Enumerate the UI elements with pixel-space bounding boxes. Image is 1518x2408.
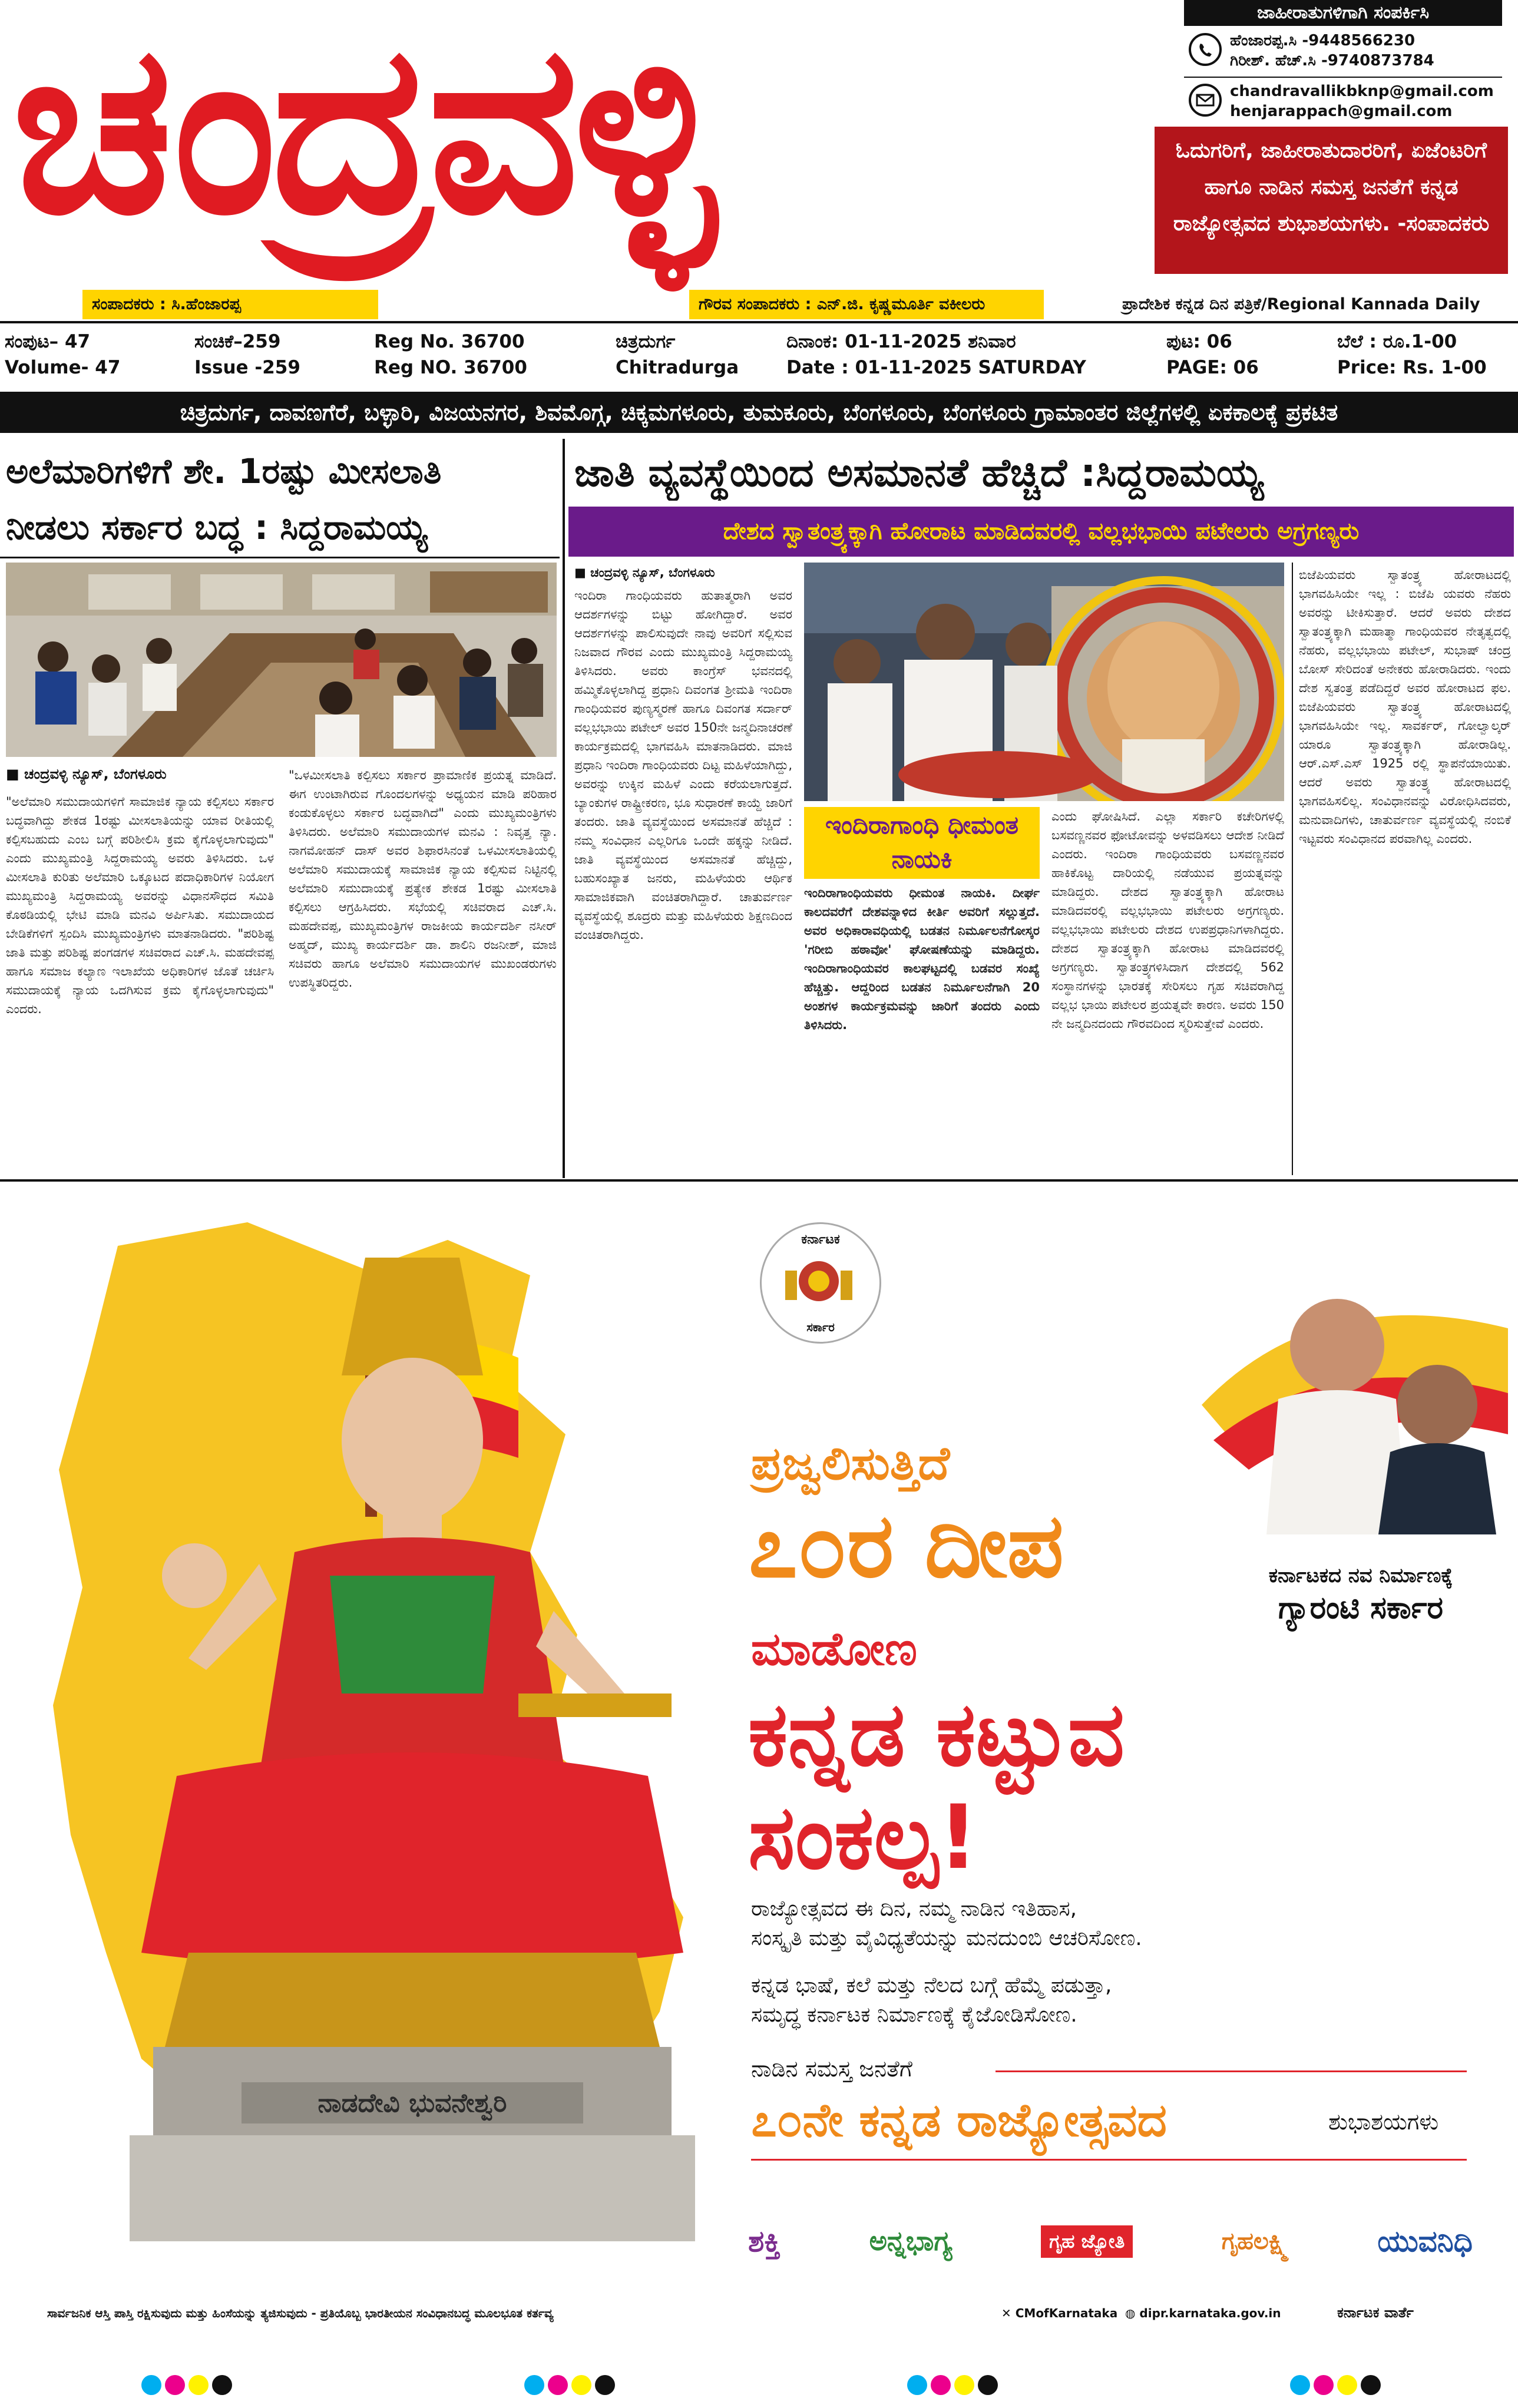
- ad-greet-rule: [996, 2070, 1467, 2072]
- story1-body-col1: "ಅಲೆಮಾರಿ ಸಮುದಾಯಗಳಿಗೆ ಸಾಮಾಜಿಕ ನ್ಯಾಯ ಕಲ್ಪಿಸಲು ಸರ್ಕಾರ ಬದ್ಧವಾಗಿದ್ದು ಶೇಕಡ 1ರಷ್ಟು ಮೀಸಲಾತಿಯನ್ನು ಯಾವ ರೀತಿಯಲ್ಲಿ ಕಲ್ಪಿಸಬಹುದು ಎಂಬ ಬಗ್ಗೆ ಪರಿಶೀಲಿಸಿ ಕ್ರಮ ಕೈಗೊಳ್ಳಲಾಗುವುದು" ಎಂದು ಮುಖ್ಯಮಂತ್ರಿ ಸಿದ್ದರಾಮಯ್ಯ ಅವರು ತಿಳಿಸಿದರು. ಒಳ ಮೀಸಲಾತಿ ಕುರಿತು ಅಲೆಮಾರಿ ಒಕ್ಕೂಟದ ಪದಾಧಿಕಾರಿಗಳ ನಿಯೋಗ ಮುಖ್ಯಮಂತ್ರಿ ಸಿದ್ದರಾಮಯ್ಯ ಅವರನ್ನು ವಿಧಾನಸೌಧದ ಸಮಿತಿ ಕೊಠಡಿಯಲ್ಲಿ ಭೇಟಿ ಮಾಡಿ ಮನವಿ ಅರ್ಪಿಸಿತು. ಸಮುದಾಯದ ಬೇಡಿಕೆಗಳಿಗೆ ಸ್ಪಂದಿಸಿ ಮುಖ್ಯಮಂತ್ರಿಗಳು ಮಾತನಾಡಿದರು. "ಪರಿಶಿಷ್ಟ ಜಾತಿ ಮತ್ತು ಪರಿಶಿಷ್ಟ ಪಂಗಡಗಳ ಸಚಿವರಾದ ಎಚ್.ಸಿ. ಮಹದೇವಪ್ಪ ಹಾಗೂ ಸಮಾಜ ಕಲ್ಯಾಣ ಇಲಾಖೆಯ ಅಧಿಕಾರಿಗಳ ಜೊತೆ ಚರ್ಚಿಸಿ ಸಮುದಾಯಕ್ಕೆ ನ್ಯಾಯ ಒದಗಿಸುವ ಕ್ರಮ ಕೈಗೊಳ್ಳಲಾಗುವುದು" ಎಂದರು.: [6, 795, 274, 1016]
- story2-body-col4: ಬಿಜೆಪಿಯವರು ಸ್ವಾತಂತ್ರ್ಯ ಹೋರಾಟದಲ್ಲಿ ಭಾಗವಹಿಸಿಯೇ ಇಲ್ಲ : ಬಿಜೆಪಿ ಯವರು ನೆಹರು ಅವರನ್ನು ಟೀಕಿಸುತ್ತಾರೆ. ಆದರೆ ಅವರು ದೇಶದ ಸ್ವಾತಂತ್ರ್ಯಕ್ಕಾಗಿ ಮಹಾತ್ಮಾ ಗಾಂಧಿಯವರ ನೇತೃತ್ವದಲ್ಲಿ ನೆಹರು, ವಲ್ಲಭಭಾಯಿ ಪಟೇಲ್, ಸುಭಾಷ್ ಚಂದ್ರ ಬೋಸ್ ಸೇರಿದಂತೆ ಅನೇಕರು ಹೋರಾಡಿದರು. ಇಂದು ದೇಶ ಸ್ವತಂತ್ರ ಪಡೆದಿದ್ದರೆ ಅವರ ಹೋರಾಟದ ಫಲ. ಬಿಜೆಪಿಯವರು ಸ್ವಾತಂತ್ರ್ಯ ಹೋರಾಟದಲ್ಲಿ ಭಾಗವಹಿಸಿಯೇ ಇಲ್ಲ. ಸಾವರ್ಕರ್, ಗೋಲ್ವಾಲ್ಕರ್ ಯಾರೂ ಸ್ವಾತಂತ್ರ್ಯಕ್ಕಾಗಿ ಹೋರಾಡಿಲ್ಲ. ಆರ್.ಎಸ್.ಎಸ್ 1925 ರಲ್ಲಿ ಸ್ಥಾಪನೆಯಾಯಿತು. ಆದರೆ ಅವರು ಸ್ವಾತಂತ್ರ್ಯ ಹೋರಾಟದಲ್ಲಿ ಭಾಗವಹಿಸಲಿಲ್ಲ. ಸಂವಿಧಾನವನ್ನು ವಿರೋಧಿಸಿದವರು, ಮನುವಾದಿಗಳು, ಚಾತುರ್ವರ್ಣ ವ್ಯವಸ್ಥೆಯಲ್ಲಿ ನಂಬಿಕೆ ಇಟ್ಟವರು ಸಂವಿಧಾನದ ಪರವಾಗಿಲ್ಲ ಎಂದರು.: [1299, 568, 1511, 846]
- story2-headline: ಜಾತಿ ವ್ಯವಸ್ಥೆಯಿಂದ ಅಸಮಾನತೆ ಹೆಚ್ಚಿದೆ :ಸಿದ್ದರಾಮಯ್ಯ: [574, 450, 1264, 495]
- karnataka-seal-icon: [760, 1222, 881, 1344]
- ad-top-rule: [0, 1179, 1518, 1182]
- city-en: Chitradurga: [616, 357, 739, 378]
- x-icon: ✕: [1001, 2306, 1016, 2320]
- leaders-photo: [1202, 1258, 1508, 1534]
- guarantee-small-text: ಕರ್ನಾಟಕದ ನವ ನಿರ್ಮಾಣಕ್ಕೆ: [1268, 1564, 1453, 1587]
- ad-greet-big: ೭೦ನೇ ಕನ್ನಡ ರಾಜ್ಯೋತ್ಸವದ: [751, 2094, 1167, 2147]
- page-en: PAGE: 06: [1166, 357, 1259, 378]
- story1-byline: ■ ಚಂದ್ರವಳ್ಳಿ ನ್ಯೂಸ್, ಬೆಂಗಳೂರು: [6, 766, 167, 782]
- ad-footer-web: [1125, 2306, 1281, 2320]
- contact-heading: ಜಾಹೀರಾತುಗಳಿಗಾಗಿ ಸಂಪರ್ಕಿಸಿ: [1184, 0, 1502, 26]
- story2-subheadline: ದೇಶದ ಸ್ವಾತಂತ್ರ್ಯಕ್ಕಾಗಿ ಹೋರಾಟ ಮಾಡಿದವರಲ್ಲಿ ವಲ್ಲಭಭಾಯಿ ಪಟೇಲರು ಅಗ್ರಗಣ್ಯರು: [568, 507, 1514, 557]
- paper-tagline: ಪ್ರಾದೇಶಿಕ ಕನ್ನಡ ದಿನ ಪತ್ರಿಕೆ/Regional Kannada Daily: [1122, 295, 1480, 313]
- indira-box: [804, 807, 1040, 1175]
- issue-kn: ಸಂಚಿಕೆ–259: [194, 331, 281, 352]
- story2-body-col1: ಇಂದಿರಾ ಗಾಂಧಿಯವರು ಹುತಾತ್ಮರಾಗಿ ಅವರ ಆದರ್ಶಗಳನ್ನು ಬಿಟ್ಟು ಹೋಗಿದ್ದಾರೆ. ಅವರ ಆದರ್ಶಗಳನ್ನು ಪಾಲಿಸುವುದೇ ನಾವು ಅವರಿಗೆ ಸಲ್ಲಿಸುವ ನಿಜವಾದ ಗೌರವ ಎಂದು ಮುಖ್ಯಮಂತ್ರಿ ಸಿದ್ದರಾಮಯ್ಯ ತಿಳಿಸಿದರು. ಅವರು ಕಾಂಗ್ರೆಸ್ ಭವನದಲ್ಲಿ ಹಮ್ಮಿಕೊಳ್ಳಲಾಗಿದ್ದ ಪ್ರಧಾನಿ ದಿವಂಗತ ಶ್ರೀಮತಿ ಇಂದಿರಾ ಗಾಂಧಿಯವರ ಪುಣ್ಯಸ್ಮರಣೆ ಹಾಗೂ ದಿವಂಗತ ಸರ್ದಾರ್ ವಲ್ಲಭಭಾಯಿ ಪಟೇಲ್ ಅವರ 150ನೇ ಜನ್ಮದಿನಾಚರಣೆ ಕಾರ್ಯಕ್ರಮದಲ್ಲಿ ಭಾಗವಹಿಸಿ ಮಾತನಾಡಿದರು. ಮಾಜಿ ಪ್ರಧಾನಿ ಇಂದಿರಾ ಗಾಂಧಿಯವರು ದಿಟ್ಟ ಮಹಿಳೆಯಾಗಿದ್ದು, ಅವರನ್ನು ಉಕ್ಕಿನ ಮಹಿಳೆ ಎಂದು ಕರೆಯಲಾಗುತ್ತದೆ. ಬ್ಯಾಂಕುಗಳ ರಾಷ್ಟ್ರೀಕರಣ, ಭೂ ಸುಧಾರಣೆ ಕಾಯ್ದೆ ಜಾರಿಗೆ ತಂದರು. ಜಾತಿ ವ್ಯವಸ್ಥೆಯಿಂದ ಅಸಮಾನತೆ ಹೆಚ್ಚಿದೆ : ನಮ್ಮ ಸಂವಿಧಾನ ಎಲ್ಲರಿಗೂ ಒಂದೇ ಹಕ್ಕನ್ನು ನೀಡಿದೆ. ಜಾತಿ ವ್ಯವಸ್ಥೆಯಿಂದ ಅಸಮಾನತೆ ಹೆಚ್ಚಿದ್ದು, ಬಹುಸಂಖ್ಯಾತ ಜನರು, ಮಹಿಳೆಯರು ಆರ್ಥಿಕ ಸಾಮಾಜಿಕವಾಗಿ ವಂಚಿತರಾಗಿದ್ದಾರೆ. ಚಾತುರ್ವರ್ಣ ವ್ಯವಸ್ಥೆಯಲ್ಲಿ ಶೂದ್ರರು ಮತ್ತು ಮಹಿಳೆಯರು ಶಿಕ್ಷಣದಿಂದ ವಂಚಿತರಾಗಿದ್ದರು.: [574, 588, 792, 942]
- contact-email-1: chandravallikbknp@gmail.com: [1230, 82, 1494, 100]
- issue-meta-row: [0, 324, 1518, 389]
- statue-plaque-text: ನಾಡದೇವಿ ಭುವನೇಶ್ವರಿ: [318, 2088, 507, 2118]
- story1-headline-1: ಅಲೆಮಾರಿಗಳಿಗೆ ಶೇ. 1ರಷ್ಟು ಮೀಸಲಾತಿ: [6, 451, 442, 491]
- price-en: Price: Rs. 1-00: [1337, 357, 1487, 378]
- editor-name: ಸಂಪಾದಕರು : ಸಿ.ಹೆಂಜಾರಪ್ಪ: [82, 290, 378, 319]
- masthead-title: ಚಂದ್ರವಳ್ಳಿ: [12, 0, 711, 266]
- scheme-yuvanidhi: ಯುವನಿಧಿ: [1377, 2224, 1473, 2258]
- contact-phone-2: ಗಿರೀಶ್. ಹೆಚ್.ಸಿ -9740873784: [1230, 52, 1434, 70]
- ad-footer-x-handle: CMofKarnataka: [1015, 2306, 1118, 2320]
- ad-footer-web-url: dipr.karnataka.gov.in: [1139, 2306, 1281, 2320]
- ad-footer-brand: ಕರ್ನಾಟಕ ವಾರ್ತೆ: [1337, 2304, 1414, 2321]
- ad-line-5: ಸಂಕಲ್ಪ!: [748, 1787, 978, 1889]
- masthead-rule: [0, 321, 1518, 323]
- ad-line-4: ಕನ್ನಡ ಕಟ್ಟುವ: [748, 1683, 1125, 1786]
- volume-kn: ಸಂಪುಟ– 47: [5, 331, 91, 352]
- story1-headline-rule: [0, 557, 560, 558]
- color-registration-marks-3: [907, 2375, 1001, 2399]
- rajyotsava-advertisement: [0, 1187, 1518, 2324]
- page-kn: ಪುಟ: 06: [1166, 331, 1232, 352]
- ad-footer-duty: ಸಾರ್ವಜನಿಕ ಆಸ್ತಿ ಪಾಸ್ತಿ ರಕ್ಷಿಸುವುದು ಮತ್ತು ಹಿಂಸೆಯನ್ನು ತ್ಯಜಿಸುವುದು - ಪ್ರತಿಯೊಬ್ಬ ಭಾರತೀಯನ ಸಂವಿಧಾನಬದ್ಧ ಮೂಲಭೂತ ಕರ್ತವ್ಯ: [47, 2306, 554, 2320]
- city-kn: ಚಿತ್ರದುರ್ಗ: [616, 331, 676, 352]
- ad-para-2b: ಸಮೃದ್ಧ ಕರ್ನಾಟಕ ನಿರ್ಮಾಣಕ್ಕೆ ಕೈಜೋಡಿಸೋಣ.: [751, 2003, 1077, 2027]
- issue-en: Issue -259: [194, 357, 300, 378]
- ad-footer-x: [1001, 2306, 1117, 2320]
- honorary-editor: ಗೌರವ ಸಂಪಾದಕರು : ಎನ್.ಜಿ. ಕೃಷ್ಣಮೂರ್ತಿ ವಕೀಲರು: [689, 290, 1044, 319]
- reg-number-1: Reg No. 36700: [374, 331, 525, 352]
- districts-banner: ಚಿತ್ರದುರ್ಗ, ದಾವಣಗೆರೆ, ಬಳ್ಳಾರಿ, ವಿಜಯನಗರ, ಶಿವಮೊಗ್ಗ, ಚಿಕ್ಕಮಗಳೂರು, ತುಮಕೂರು, ಬೆಂಗಳೂರು, ಬೆಂಗಳೂರು ಗ್ರಾಮಾಂತರ ಜಿಲ್ಲೆಗಳಲ್ಲಿ ಏಕಕಾಲಕ್ಕೆ ಪ್ರಕಟಿತ: [0, 392, 1518, 433]
- story2-photo-tribute: [804, 563, 1284, 801]
- contact-email-2: henjarappach@gmail.com: [1230, 102, 1453, 120]
- ad-line-2: ೭೦ರ ದೀಪ: [748, 1495, 1064, 1597]
- scheme-annabhagya: ಅನ್ನಭಾಗ್ಯ: [869, 2225, 953, 2257]
- volume-en: Volume- 47: [5, 357, 121, 378]
- globe-icon: ◍: [1125, 2306, 1140, 2320]
- editor-greeting-box: ಓದುಗರಿಗೆ, ಜಾಹೀರಾತುದಾರರಿಗೆ, ಏಜೆಂಟರಿಗೆ ಹಾಗೂ ನಾಡಿನ ಸಮಸ್ತ ಜನತೆಗೆ ಕನ್ನಡ ರಾಜ್ಯೋತ್ಸವದ ಶುಭಾಶಯಗಳು. -ಸಂಪಾದಕರು: [1155, 127, 1508, 274]
- ad-line-1: ಪ್ರಜ್ವಲಿಸುತ್ತಿದೆ: [751, 1437, 950, 1490]
- ad-greet-small: ನಾಡಿನ ಸಮಸ್ತ ಜನತೆಗೆ: [751, 2056, 912, 2082]
- story2-col-divider: [1292, 563, 1293, 1175]
- story2-byline: ■ ಚಂದ್ರವಳ್ಳಿ ನ್ಯೂಸ್, ಬೆಂಗಳೂರು: [574, 565, 715, 580]
- bhuvaneshwari-statue-image: [106, 1246, 725, 2247]
- scheme-gruha-jyothi: ಗೃಹ ಜ್ಯೋತಿ: [1041, 2225, 1133, 2258]
- advert-contact-box: [1184, 0, 1502, 127]
- price-kn: ಬೆಲೆ : ರೂ.1-00: [1337, 331, 1457, 352]
- ad-line-3: ಮಾಡೋಣ: [751, 1623, 918, 1676]
- indira-box-heading: ಇಂದಿರಾಗಾಂಧಿ ಧೀಮಂತ ನಾಯಕಿ: [804, 807, 1040, 879]
- scheme-gruhalakshmi: ಗೃಹಲಕ್ಷ್ಮಿ: [1221, 2228, 1289, 2255]
- seal-emblem-icon: [762, 1247, 876, 1318]
- color-registration-marks-4: [1290, 2375, 1384, 2399]
- scheme-shakti: ಶಕ್ತಿ: [748, 2224, 781, 2258]
- seal-bottom-text: ಸರ್ಕಾರ: [806, 1320, 835, 1334]
- story2-body-col3: ಎಂದು ಘೋಷಿಸಿದೆ. ಎಲ್ಲಾ ಸರ್ಕಾರಿ ಕಚೇರಿಗಳಲ್ಲಿ ಬಸವಣ್ಣನವರ ಫೋಟೋವನ್ನು ಅಳವಡಿಸಲು ಆದೇಶ ನೀಡಿದೆ ಎಂದರು. ಇಂದಿರಾ ಗಾಂಧಿಯವರು ಬಸವಣ್ಣನವರ ಹಾಕಿಕೊಟ್ಟ ದಾರಿಯಲ್ಲಿ ನಡೆಯುವ ಪ್ರಯತ್ನವನ್ನು ಮಾಡಿದ್ದರು. ದೇಶದ ಸ್ವಾತಂತ್ರ್ಯಕ್ಕಾಗಿ ಹೋರಾಟ ಮಾಡಿದವರಲ್ಲಿ ವಲ್ಲಭಭಾಯಿ ಪಟೇಲರು ಅಗ್ರಗಣ್ಯರು. ವಲ್ಲಭಭಾಯಿ ಪಟೇಲರು ದೇಶದ ಉಪಪ್ರಧಾನಿಗಳಾಗಿದ್ದರು. ದೇಶದ ಸ್ವಾತಂತ್ರ್ಯಕ್ಕಾಗಿ ಹೋರಾಟ ಮಾಡಿದವರಲ್ಲಿ ಅಗ್ರಗಣ್ಯರು. ಸ್ವಾತಂತ್ರ್ಯಗಳಿಸಿದಾಗ ದೇಶದಲ್ಲಿ 562 ಸಂಸ್ಥಾನಗಳನ್ನು ಭಾರತಕ್ಕೆ ಸೇರಿಸಲು ಗೃಹ ಸಚಿವರಾಗಿದ್ದ ವಲ್ಲಭ ಭಾಯಿ ಪಟೇಲರ ಪ್ರಯತ್ನವೇ ಕಾರಣ. ಅವರು 150 ನೇ ಜನ್ಮದಿನದಂದು ಗೌರವದಿಂದ ಸ್ಮರಿಸುತ್ತೇವೆ ಎಂದರು.: [1051, 809, 1284, 1031]
- ad-para-1b: ಸಂಸ್ಕೃತಿ ಮತ್ತು ವೈವಿಧ್ಯತೆಯನ್ನು ಮನದುಂಬಿ ಆಚರಿಸೋಣ.: [751, 1926, 1142, 1950]
- whatsapp-icon: [1189, 33, 1222, 66]
- indira-box-text: ಇಂದಿರಾಗಾಂಧಿಯವರು ಧೀಮಂತ ನಾಯಕಿ. ದೀರ್ಘ ಕಾಲದವರೆಗೆ ದೇಶವನ್ನಾಳಿದ ಕೀರ್ತಿ ಅವರಿಗೆ ಸಲ್ಲುತ್ತದೆ. ಅವರ ಅಧಿಕಾರಾವಧಿಯಲ್ಲಿ ಬಡತನ ನಿರ್ಮೂಲನೆಗೋಸ್ಕರ 'ಗರೀಬಿ ಹಠಾವೋ' ಘೋಷಣೆಯನ್ನು ಮಾಡಿದ್ದರು. ಇಂದಿರಾಗಾಂಧಿಯವರ ಕಾಲಘಟ್ಟದಲ್ಲಿ ಬಡವರ ಸಂಖ್ಯೆ ಹೆಚ್ಚಿತ್ತು. ಆದ್ದರಿಂದ ಬಡತನ ನಿರ್ಮೂಲನೆಗಾಗಿ 20 ಅಂಶಗಳ ಕಾರ್ಯಕ್ರಮವನ್ನು ಜಾರಿಗೆ ತಂದರು ಎಂದು ತಿಳಿಸಿದರು.: [804, 886, 1040, 1032]
- ad-para-1a: ರಾಜ್ಯೋತ್ಸವದ ಈ ದಿನ, ನಮ್ಮ ನಾಡಿನ ಇತಿಹಾಸ,: [751, 1897, 1077, 1921]
- email-icon: [1189, 84, 1222, 117]
- date-en: Date : 01-11-2025 SATURDAY: [786, 357, 1086, 378]
- story1-headline-2: ನೀಡಲು ಸರ್ಕಾರ ಬದ್ಧ : ಸಿದ್ದರಾಮಯ್ಯ: [6, 507, 428, 547]
- color-registration-marks-2: [524, 2375, 619, 2399]
- reg-number-2: Reg NO. 36700: [374, 357, 527, 378]
- contact-phone-1: ಹೆಂಜಾರಪ್ಪ.ಸಿ -9448566230: [1230, 32, 1416, 49]
- guarantee-big-text: ಗ್ಯಾರಂಟಿ ಸರ್ಕಾರ: [1278, 1590, 1444, 1626]
- ad-para-2a: ಕನ್ನಡ ಭಾಷೆ, ಕಲೆ ಮತ್ತು ನೆಲದ ಬಗ್ಗೆ ಹೆಮ್ಮೆ ಪಡುತ್ತಾ,: [751, 1973, 1112, 1997]
- ad-greet-end: ಶುಭಾಶಯಗಳು: [1328, 2109, 1439, 2135]
- story1-photo-meeting: [6, 563, 557, 757]
- date-kn: ದಿನಾಂಕ: 01-11-2025 ಶನಿವಾರ: [786, 331, 1016, 352]
- scheme-logos: [748, 2212, 1473, 2271]
- ad-greet-rule-bottom: [751, 2159, 1467, 2161]
- color-registration-marks-1: [141, 2375, 236, 2399]
- story1-body-col2: "ಒಳಮೀಸಲಾತಿ ಕಲ್ಪಿಸಲು ಸರ್ಕಾರ ಪ್ರಾಮಾಣಿಕ ಪ್ರಯತ್ನ ಮಾಡಿದೆ. ಈಗ ಉಂಟಾಗಿರುವ ಗೊಂದಲಗಳನ್ನು ಅಧ್ಯಯನ ಮಾಡಿ ಪರಿಹಾರ ಕಂಡುಕೊಳ್ಳಲು ಸರ್ಕಾರ ಬದ್ಧವಾಗಿದೆ" ಎಂದು ಮುಖ್ಯಮಂತ್ರಿಗಳು ತಿಳಿಸಿದರು. ಅಲೆಮಾರಿ ಸಮುದಾಯಗಳ ಮನವಿ : ನಿವೃತ್ತ ನ್ಯಾ. ನಾಗಮೋಹನ್ ದಾಸ್ ಅವರ ಶಿಫಾರಸಿನಂತೆ ಒಳಮೀಸಲಾತಿಯಲ್ಲಿ ಅಲೆಮಾರಿ ಸಮುದಾಯಕ್ಕೆ ಸಾಮಾಜಿಕ ನ್ಯಾಯ ಕಲ್ಪಿಸುವ ನಿಟ್ಟಿನಲ್ಲಿ ಅಲೆಮಾರಿ ಸಮುದಾಯಕ್ಕೆ ಪ್ರತ್ಯೇಕ ಶೇಕಡ 1ರಷ್ಟು ಮೀಸಲಾತಿ ಕಲ್ಪಿಸಲು ಆಗ್ರಹಿಸಿದರು. ಸಭೆಯಲ್ಲಿ ಸಚಿವರಾದ ಎಚ್.ಸಿ. ಮಹದೇವಪ್ಪ, ಮುಖ್ಯಮಂತ್ರಿಗಳ ರಾಜಕೀಯ ಕಾರ್ಯದರ್ಶಿ ನಸೀರ್ ಅಹ್ಮದ್, ಮುಖ್ಯ ಕಾರ್ಯದರ್ಶಿ ಡಾ. ಶಾಲಿನಿ ರಜನೀಶ್, ಮಾಜಿ ಸಚಿವರು ಹಾಗೂ ಅಲೆಮಾರಿ ಸಮುದಾಯಗಳ ಮುಖಂಡರುಗಳು ಉಪಸ್ಥಿತರಿದ್ದರು.: [289, 768, 557, 990]
- column-divider: [563, 439, 565, 1178]
- seal-top-text: ಕರ್ನಾಟಕ: [801, 1232, 840, 1247]
